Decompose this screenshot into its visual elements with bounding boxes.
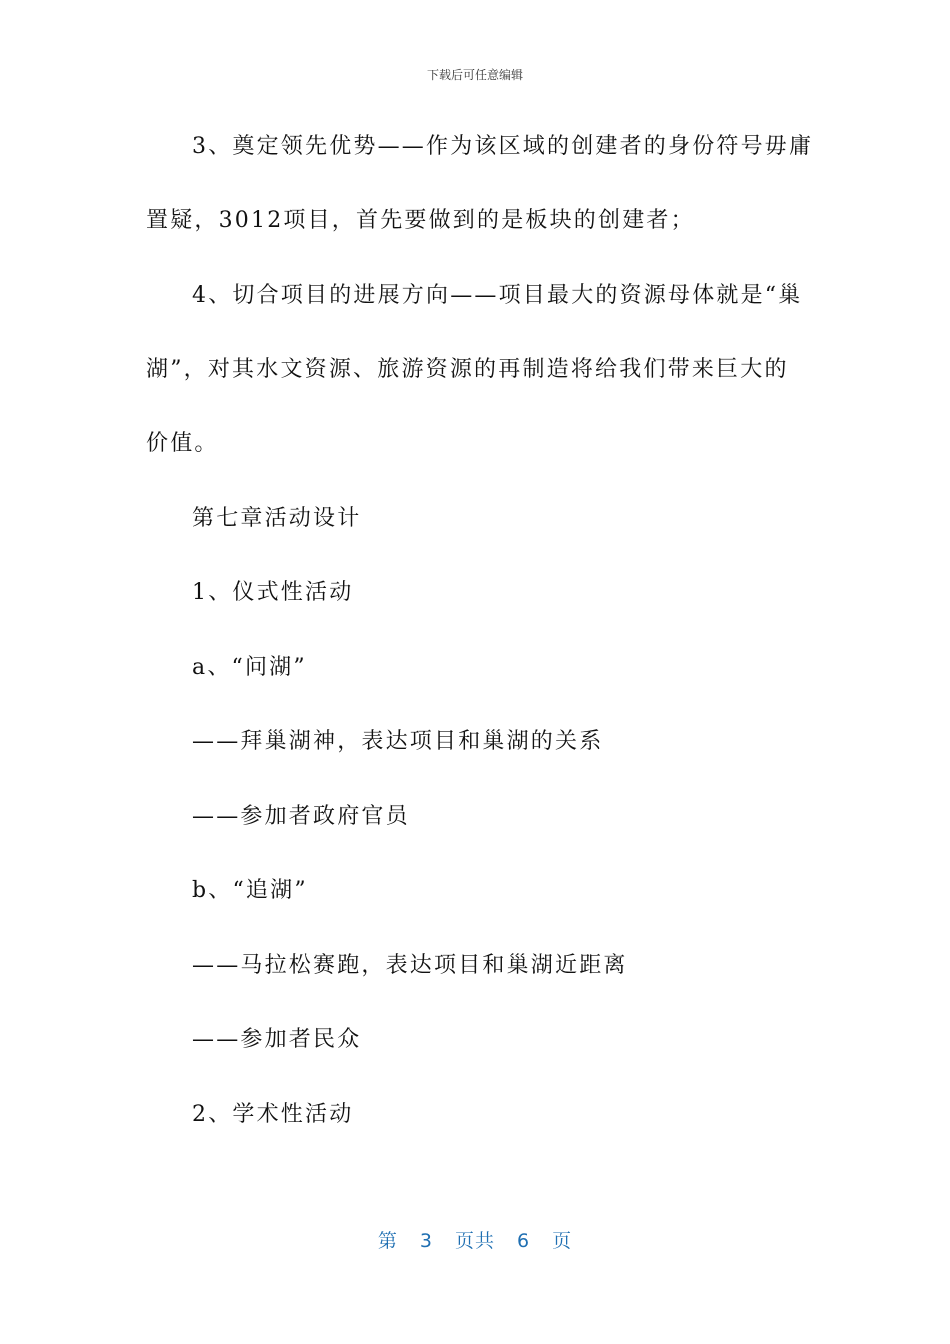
list-item: a、“问湖” [192,655,307,680]
paragraph-line: 3、奠定领先优势——作为该区域的创建者的身份符号毋庸 [192,134,814,159]
section-heading: 1、仪式性活动 [192,580,354,605]
paragraph-line: 置疑，3012项目，首先要做到的是板块的创建者； [146,208,695,233]
page-header: 下载后可任意编辑 [426,68,523,82]
page-footer [0,1226,950,1253]
paragraph-line: 湖”，对其水文资源、旅游资源的再制造将给我们带来巨大的 [146,357,789,382]
list-item: ——参加者政府官员 [192,804,410,829]
footer-prefix: 第 [377,1230,398,1252]
list-item: b、“追湖” [192,878,308,903]
paragraph-line: 4、切合项目的进展方向——项目最大的资源母体就是“巢 [192,283,803,308]
list-item: ——马拉松赛跑，表达项目和巢湖近距离 [192,953,628,978]
total-page-number: 6 [517,1230,531,1252]
list-item: ——拜巢湖神，表达项目和巢湖的关系 [192,729,604,754]
current-page-number: 3 [419,1230,433,1252]
footer-suffix: 页 [552,1230,573,1252]
list-item: ——参加者民众 [192,1027,362,1052]
chapter-heading: 第七章活动设计 [192,506,362,531]
paragraph-line: 价值。 [146,431,219,456]
footer-middle: 页共 [454,1230,495,1252]
section-heading: 2、学术性活动 [192,1102,354,1127]
